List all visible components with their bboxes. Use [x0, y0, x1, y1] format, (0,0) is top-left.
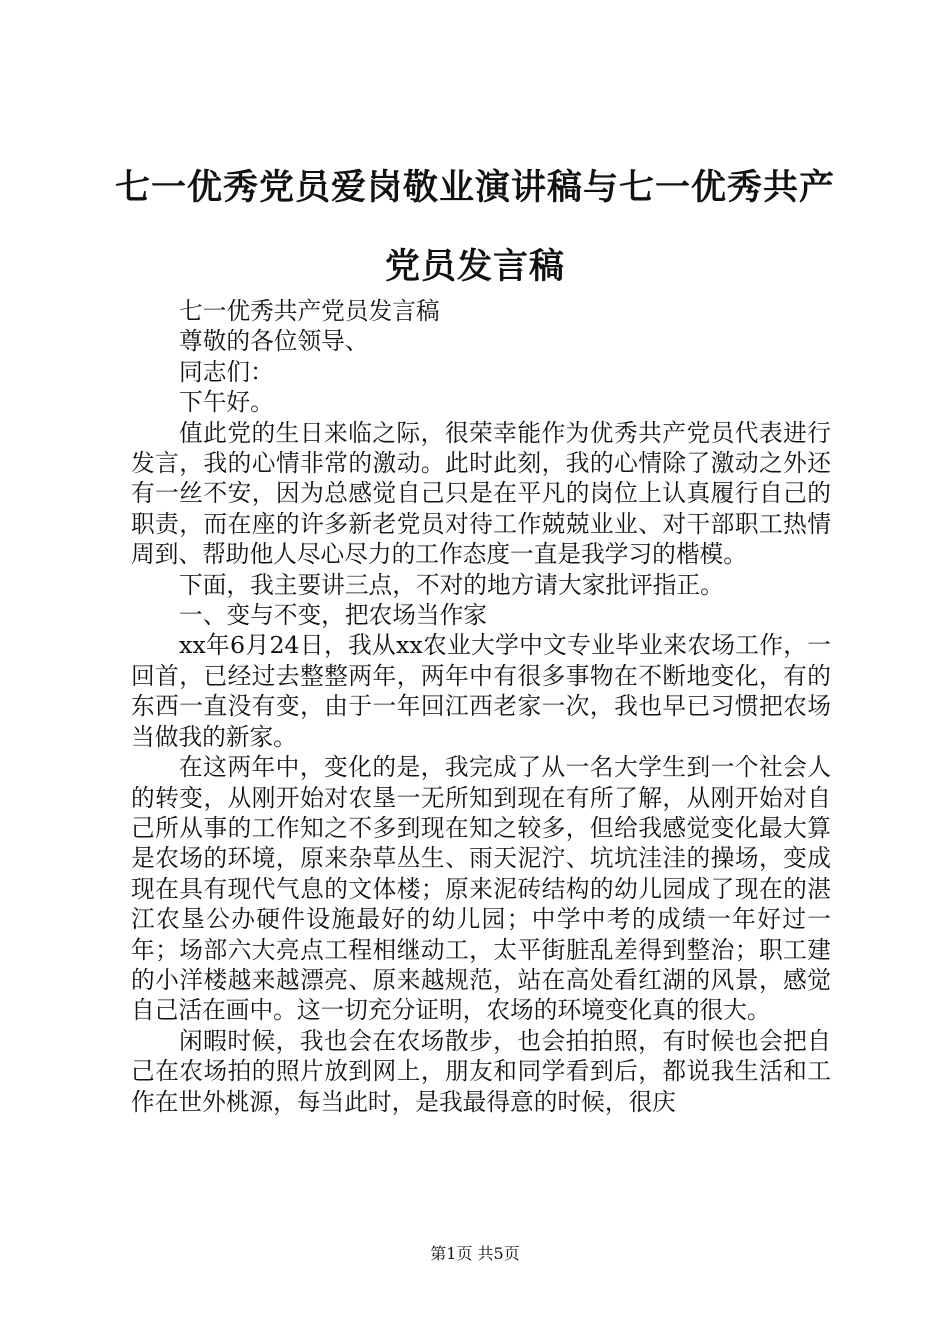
paragraph: 闲暇时候，我也会在农场散步，也会拍拍照，有时候也会把自己在农场拍的照片放到网上，朋友和同学看到后，都说我生活和工作在世外桃源，每当此时，是我最得意的时候，很庆 — [131, 1026, 831, 1116]
document-title-line-2: 党员发言稿 — [384, 247, 565, 287]
paragraph: 在这两年中，变化的是，我完成了从一名大学生到一个社会人的转变，从刚开始对农垦一无所知到现在有所了解，从刚开始对自己所从事的工作知之不多到现在知之较多，但给我感觉变化最大算是农场的环境，原来杂草丛生、雨天泥泞、坑坑洼洼的操场，变成现在具有现代气息的文体楼；原来泥砖结构的幼儿园成了现在的湛江农垦公办硬件设施最好的幼儿园；中学中考的成绩一年好过一年；场部六大亮点工程相继动工，太平街脏乱差得到整治；职工建的小洋楼越来越漂亮、原来越规范，站在高处看红湖的风景，感觉自己活在画中。这一切充分证明，农场的环境变化真的很大。 — [131, 753, 831, 1025]
paragraph-greeting: 下午好。 — [179, 388, 274, 417]
paragraph: 值此党的生日来临之际，很荣幸能作为优秀共产党员代表进行发言，我的心情非常的激动。此时此刻，我的心情除了激动之外还有一丝不安，因为总感觉自己只是在平凡的岗位上认真履行自己的职责，而在座的许多新老党员对待工作兢兢业业、对干部职工热情周到、帮助他人尽心尽力的工作态度一直是我学习的楷模。 — [131, 418, 831, 569]
page-footer: 第1页 共5页 — [430, 1244, 520, 1263]
paragraph-salutation-2: 同志们： — [179, 357, 274, 386]
paragraph-subtitle: 七一优秀共产党员发言稿 — [179, 297, 440, 325]
paragraph-salutation: 尊敬的各位领导、 — [179, 327, 369, 356]
document-title-line-1: 七一优秀党员爱岗敬业演讲稿与七一优秀共产 — [114, 168, 835, 208]
section-heading: 一、变与不变，把农场当作家 — [179, 601, 487, 630]
paragraph: 下面，我主要讲三点，不对的地方请大家批评指正。 — [179, 570, 724, 599]
paragraph: xx年6月24日，我从xx农业大学中文专业毕业来农场工作，一回首，已经过去整整两年，两年中有很多事物在不断地变化，有的东西一直没有变，由于一年回江西老家一次，我也早已习惯把农场当做我的新家。 — [131, 631, 831, 751]
document-body — [131, 296, 831, 1117]
